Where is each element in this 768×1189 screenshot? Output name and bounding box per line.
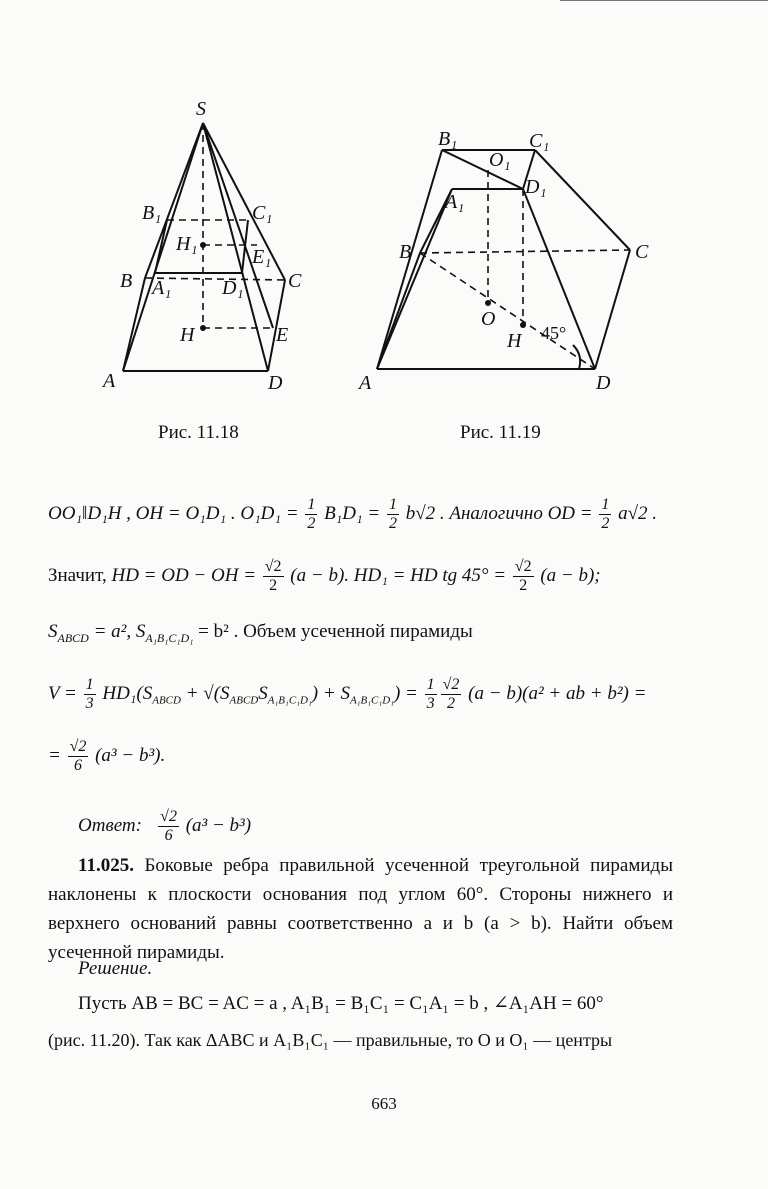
label-D1: D₁	[525, 176, 547, 198]
label-O1: O₁	[489, 149, 511, 171]
problem-text: Боковые ребра правильной усеченной треугольной пирамиды наклонены к плоскости основания под углом 60°. Стороны нижнего и верхнего оснований равны соответственно a и b (a > b). Найти объем усеченной пирамиды.	[48, 855, 673, 963]
figure-11-18	[100, 95, 325, 395]
edge-C1D1	[242, 220, 248, 273]
label-A: A	[103, 370, 116, 392]
page-number: 663	[371, 1094, 397, 1113]
label-B: B	[399, 241, 412, 263]
edge-B1D1	[442, 150, 523, 189]
label-C: C	[288, 270, 302, 292]
formula-line-1: OO₁‖D₁H , OH = O₁D₁ . O₁D₁ = $\frac{1}{2}$ B₁D₁ = $\frac{1}{2}$ b√2 . Аналогично OD = $\frac{1}{2}$ a√2 .	[48, 496, 658, 532]
label-A: A	[359, 372, 372, 394]
label-D: D	[268, 372, 283, 394]
label-angle: 45°	[541, 323, 567, 343]
label-C1: C₁	[529, 130, 550, 152]
label-H: H	[180, 324, 195, 346]
caption-fig-11-18: Рис. 11.18	[158, 422, 239, 443]
edge-CC1	[535, 150, 630, 250]
label-H1: H₁	[176, 233, 198, 255]
label-C: C	[635, 241, 649, 263]
caption-fig-11-19: Рис. 11.19	[460, 422, 541, 443]
figure-11-19	[345, 125, 665, 395]
label-C1: C₁	[252, 202, 273, 224]
label-A1: A₁	[152, 277, 172, 299]
solution-label: Решение.	[78, 958, 153, 979]
problem-number: 11.025.	[78, 855, 134, 876]
label-E1: E₁	[252, 246, 272, 268]
label-D: D	[596, 372, 611, 394]
answer-line: Ответ: $\frac{√2}{6}$ (a³ − b³)	[78, 808, 252, 844]
label-O: O	[481, 308, 496, 330]
label-E: E	[276, 324, 289, 346]
formula-line-3: $S_{ABCD} = a^2$, $S_{A_1B_1C_1D_1} = b^2$ . Объем усеченной пирамиды	[48, 621, 473, 645]
top-rule	[560, 0, 768, 1]
solution-line-2: (рис. 11.20). Так как ΔABC и A₁B₁C₁ — правильные, то O и O₁ — центры	[48, 1030, 613, 1050]
formula-line-4: V = $\frac{1}{3}$ $HD_1(S_{ABCD} + √(S_{ABCD}S_{A_1B_1C_1D_1}) + S_{A_1B_1C_1D_1})$ = $\frac{1}{3}$ $\frac{√2}{2}$ (a − b)(a² + ab + b²) =	[48, 676, 647, 712]
label-D1: D₁	[222, 277, 244, 299]
label-B1: B₁	[438, 128, 458, 150]
angle-arc	[573, 345, 580, 369]
label-B: B	[120, 270, 133, 292]
label-A1: A₁	[445, 191, 465, 213]
edge-DC	[595, 250, 630, 369]
solution-line-1: Пусть AB = BC = AC = a , A₁B₁ = B₁C₁ = C₁A₁ = b , ∠A₁AH = 60°	[78, 993, 604, 1014]
formula-line-5: = $\frac{√2}{6}$ (a³ − b³).	[48, 738, 166, 774]
label-S: S	[196, 98, 206, 120]
label-B1: B₁	[142, 202, 162, 224]
label-H: H	[507, 330, 522, 352]
edge-AA1	[377, 189, 452, 369]
edge-BC	[420, 250, 630, 253]
formula-line-2: Значит, HD = OD − OH = $\frac{√2}{2}$ (a − b). HD₁ = HD tg 45° = $\frac{√2}{2}$ (a − b);	[48, 558, 601, 594]
problem-11-025	[48, 851, 673, 967]
